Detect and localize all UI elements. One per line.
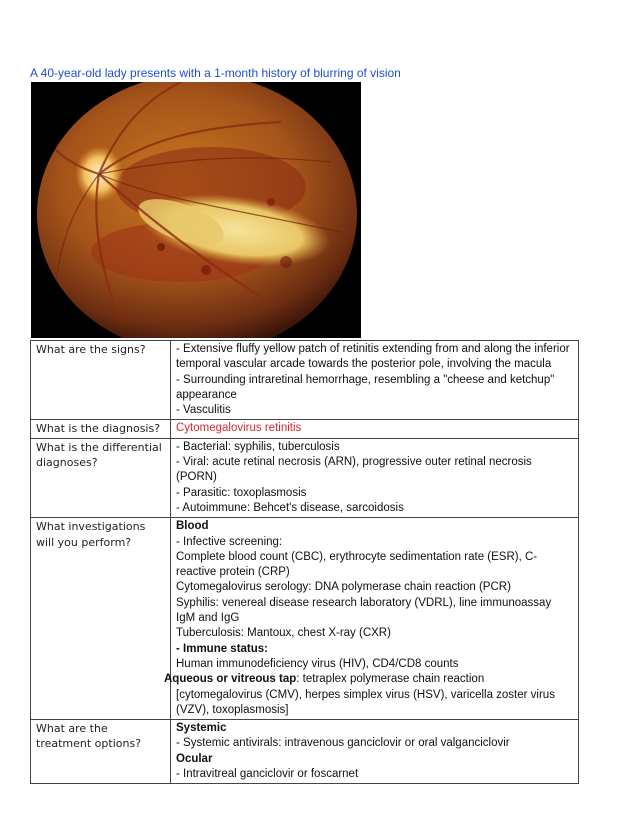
page-title: A 40-year-old lady presents with a 1-month history of blurring of vision (30, 66, 401, 80)
answer-cell (171, 341, 579, 420)
answer-line: - Viral: acute retinal necrosis (ARN), progressive outer retinal necrosis (PORN) (176, 456, 532, 484)
question-cell: What investigations will you perform? (31, 518, 171, 720)
question-cell: What are the treatment options? (31, 720, 171, 784)
answer-line: Syphilis: venereal disease research laboratory (VDRL), line immunoassay IgM and IgG (176, 596, 552, 625)
answer-line: Complete blood count (CBC), erythrocyte sedimentation rate (ESR), C-reactive protein (CRP) (176, 550, 538, 579)
ocular-heading: Ocular (176, 752, 213, 765)
answer-line: - Bacterial: syphilis, tuberculosis (176, 440, 340, 453)
table-row (31, 438, 579, 517)
answer-line: - Intravitreal ganciclovir or foscarnet (176, 768, 359, 781)
answer-line: - Parasitic: toxoplasmosis (176, 486, 307, 499)
aqueous-line (164, 672, 573, 687)
answer-line: - Vasculitis (176, 404, 231, 417)
answer-line: - Autoimmune: Behcet's disease, sarcoidosis (176, 501, 404, 514)
answer-line: - Extensive fluffy yellow patch of retinitis extending from and along the inferior temporal vascular arcade towards the posterior pole, involving the macula (176, 343, 570, 371)
diagnosis-answer: Cytomegalovirus retinitis (176, 422, 302, 435)
answer-cell (171, 420, 579, 438)
table-row (31, 720, 579, 784)
question-cell: What is the diagnosis? (31, 420, 171, 438)
answer-cell (171, 438, 579, 517)
aqueous-text: : tetraplex polymerase chain reaction (296, 673, 485, 686)
answer-line: - Surrounding intraretinal hemorrhage, resembling a "cheese and ketchup" appearance (176, 373, 555, 401)
fundus-photo (31, 82, 361, 338)
answer-line: Cytomegalovirus serology: DNA polymerase chain reaction (PCR) (176, 581, 511, 594)
immune-heading: - Immune status: (176, 642, 269, 655)
fundus-image (31, 82, 361, 338)
qa-table (30, 340, 579, 784)
answer-cell (164, 518, 579, 720)
answer-cell (171, 720, 579, 784)
question-cell: What is the differential diagnoses? (31, 438, 171, 517)
question-cell: What are the signs? (31, 341, 171, 420)
aqueous-heading: Aqueous or vitreous tap (164, 673, 297, 686)
answer-line: Human immunodeficiency virus (HIV), CD4/CD8 counts (176, 657, 459, 670)
table-row (31, 420, 579, 438)
blood-heading: Blood (176, 520, 209, 533)
systemic-heading: Systemic (176, 722, 227, 735)
table-row (31, 518, 579, 720)
table-row (31, 341, 579, 420)
answer-line: - Systemic antivirals: intravenous ganciclovir or oral valganciclovir (176, 737, 510, 750)
answer-line: Tuberculosis: Mantoux, chest X-ray (CXR) (176, 627, 391, 640)
infective-heading: - Infective screening: (176, 535, 283, 548)
answer-line: [cytomegalovirus (CMV), herpes simplex virus (HSV), varicella zoster virus (VZV), toxoplasmosis] (176, 688, 555, 716)
